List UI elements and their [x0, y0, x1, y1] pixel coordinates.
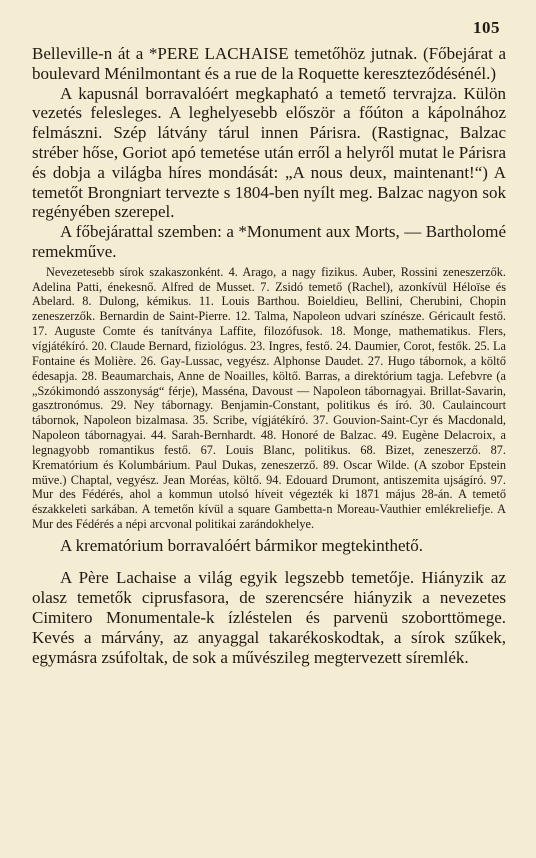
main-paragraph-3: A főbejárattal szemben: a *Monument aux Morts, — Bartholomé remekműve.	[32, 222, 506, 261]
notable-graves-paragraph: Nevezetesebb sírok szakaszonként. 4. Arago, a nagy fizikus. Auber, Rossini zeneszerzők. Adelina Patti, énekesnő. Alfred de Musset. 7. Zsidó temető (Rachel), azonkívül Héloïse és Abelard. 8. Dulong, kémikus. 11. Louis Barthou. Boieldieu, Bellini, Cherubini, Chopin zeneszerzők. Bernardin de Saint-Pierre. 12. Talma, Napoleon udvari színésze. Géricault festő. 17. Auguste Comte és tanítványa Laffite, filozófusok. 18. Monge, mathematikus. Flers, vígjátékíró. 20. Claude Bernard, fiziológus. 23. Ingres, festő. 24. Daumier, Corot, festők. 25. La Fontaine és Molière. 26. Gay-Lussac, vegyész. Alphonse Daudet. 27. Hugo tábornok, a költő édesapja. 28. Beaumarchais, Anne de Noailles, költő. Barras, a direktórium tagja. Lefebvre (a „Szókimondó asszonyság“ férje), Masséna, Davoust — Napoleon tábornagyai. Brillat-Savarin, gasztronómus. 29. Ney tábornagy. Benjamin-Constant, politikus és író. 30. Caulaincourt tábornok, Napoleon bizalmasa. 35. Scribe, vígjátékíró. 37. Gouvion-Saint-Cyr és Macdonald, Napoleon tábornagyai. 44. Sarah-Bernhardt. 48. Honoré de Balzac. 49. Eugène Delacroix, a legnagyobb romantikus festő. 67. Louis Blanc, politikus. 68. Bizet, zeneszerző. 87. Krematórium és Kolumbárium. Paul Dukas, zeneszerző. 89. Oscar Wilde. (A szobor Epstein müve.) Chaptal, vegyész. Jean Moréas, költő. 94. Edouard Drumont, antiszemita ujságíró. 97. Mur des Fédérés, ahol a kommun utolsó híveit végezték ki 1871 május 28-án. A temető északkeleti sarkában. A temetőn kívül a square Gambetta-n Moreau-Vauthier emlékreliefje. A Mur des Fédérés a népi arcvonal politikai zarándokhelye.	[32, 264, 506, 532]
crematorium-paragraph: A krematórium borravalóért bármikor megtekinthető.	[60, 535, 424, 555]
bottom-text-block	[32, 536, 506, 668]
main-text-block	[32, 44, 506, 262]
notable-graves-list	[32, 265, 506, 532]
cemetery-description-paragraph: A Père Lachaise a világ egyik legszebb temetője. Hiányzik az olasz temetők ciprusfasora, de szerencsére hiányzik a nevezetes Cimitero Monumentale-k ízléstelen és parvenü szoborttömege. Kevés a márvány, az anyaggal takarékoskodtak, a sírok szűkek, egymásra zsúfoltak, de sok a művészileg megtervezett síremlék.	[32, 567, 506, 667]
page-number: 105	[473, 18, 500, 37]
main-paragraph-2: A kapusnál borravalóért megkapható a temető tervrajza. Külön vezetés felesleges. A leghelyesebb először a főúton a kápolnához felmászni. Szép látvány tárul innen Párisra. (Rastignac, Balzac stréber hőse, Goriot apó temetése után erről a helyről mutat le Párisra és dobja a világba híres mondását: „A nous deux, maintenant!“) A temetőt Brongniart tervezte s 1804-ben nyílt meg. Balzac nagyon sok regényében szerepel.	[32, 83, 506, 222]
main-paragraph-1: Belleville-n át a *PERE LACHAISE temetőhöz jutnak. (Főbejárat a boulevard Ménilmontant és a rue de la Roquette kereszteződésénél.)	[32, 44, 506, 83]
